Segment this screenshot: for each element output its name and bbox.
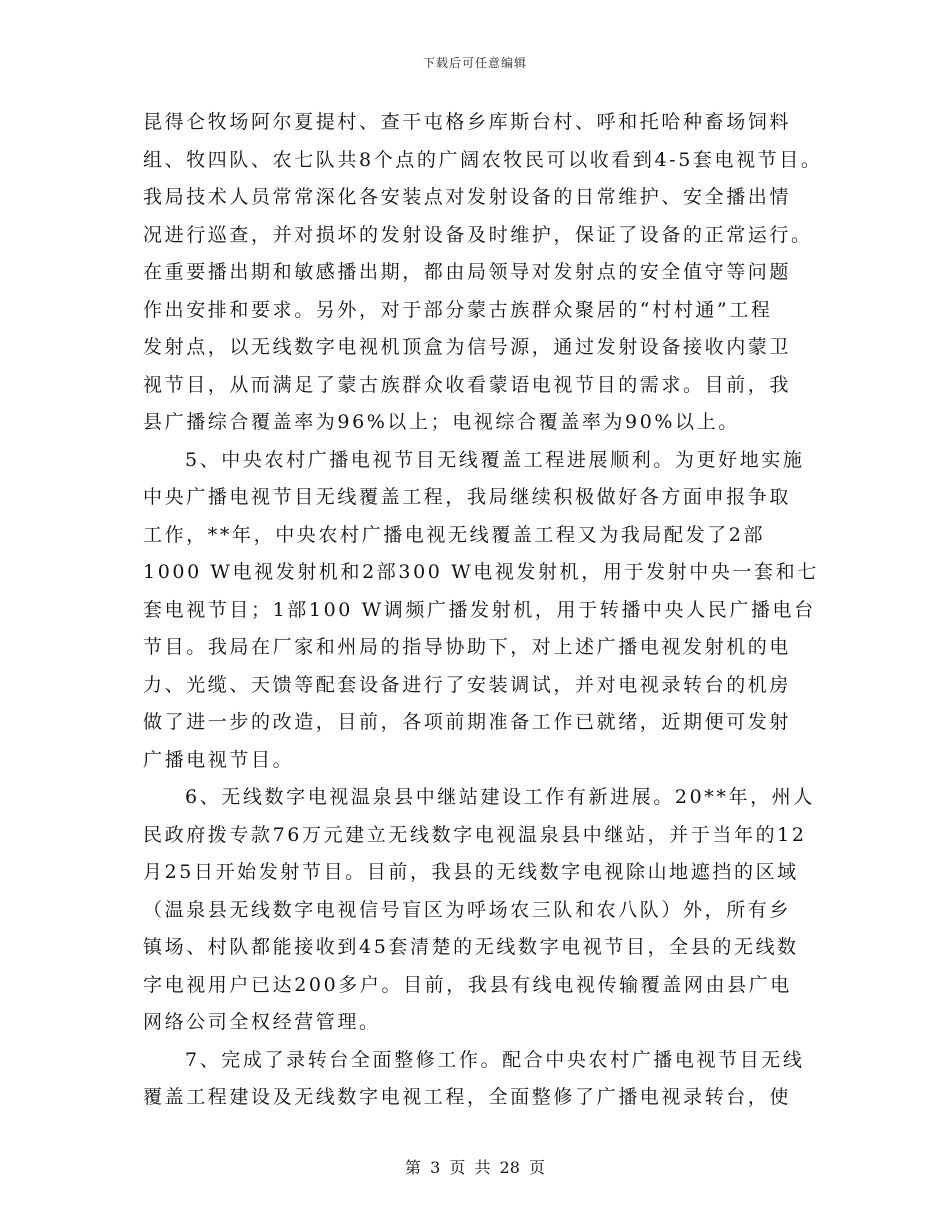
paragraph-start-line: 7、完成了录转台全面整修工作。配合中央农村广播电视节目无线: [185, 1048, 805, 1071]
text-line: 套电视节目；1部100 W调频广播发射机，用于转播中央人民广播电台: [143, 598, 816, 621]
paragraph-start-line: 5、中央农村广播电视节目无线覆盖工程进展顺利。为更好地实施: [185, 448, 805, 471]
text-line: （温泉县无线数字电视信号盲区为呼场农三队和农八队）外，所有乡: [143, 898, 792, 921]
text-line: 况进行巡查，并对损坏的发射设备及时维护，保证了设备的正常运行。: [143, 223, 813, 246]
text-line: 覆盖工程建设及无线数字电视工程，全面整修了广播电视录转台，使: [143, 1086, 792, 1108]
document-body: [143, 104, 823, 1117]
text-line: 镇场、村队都能接收到45套清楚的无线数字电视节目，全县的无线数: [143, 936, 799, 958]
text-line: 发射点，以无线数字电视机顶盒为信号源，通过发射设备接收内蒙卫: [143, 336, 792, 358]
text-line: 视节目，从而满足了蒙古族群众收看蒙语电视节目的需求。目前，我: [143, 373, 792, 396]
text-line: 1000 W电视发射机和2部300 W电视发射机，用于发射中央一套和七: [143, 561, 819, 583]
text-line: 月25日开始发射节目。目前，我县的无线数字电视除山地遮挡的区域: [143, 861, 799, 883]
text-line: 民政府拨专款76万元建立无线数字电视温泉县中继站，并于当年的12: [143, 823, 807, 846]
text-line: 县广播综合覆盖率为96%以上；电视综合覆盖率为90%以上。: [143, 411, 740, 433]
text-line: 工作，**年，中央农村广播电视无线覆盖工程又为我局配发了2部: [143, 523, 766, 546]
text-line: 作出安排和要求。另外，对于部分蒙古族群众聚居的“村村通”工程: [143, 298, 773, 321]
text-line: 网络公司全权经营管理。: [143, 1011, 381, 1033]
text-line: 组、牧四队、农七队共8个点的广阔农牧民可以收看到4-5套电视节目。: [143, 148, 823, 171]
text-line: 做了进一步的改造，目前，各项前期准备工作已就绪，近期便可发射: [143, 711, 792, 733]
text-line: 节目。我局在厂家和州局的指导协助下，对上述广播电视发射机的电: [143, 636, 792, 658]
paragraph-start-line: 6、无线数字电视温泉县中继站建设工作有新进展。20**年，州人: [185, 786, 815, 808]
text-line: 中央广播电视节目无线覆盖工程，我局继续积极做好各方面申报争取: [143, 486, 792, 508]
page-header: 下载后可任意编辑: [422, 56, 527, 70]
text-line: 昆得仑牧场阿尔夏提村、查干屯格乡库斯台村、呼和托哈种畜场饲料: [143, 111, 792, 133]
text-line: 广播电视节目。: [143, 748, 295, 771]
text-line: 力、光缆、天馈等配套设备进行了安装调试，并对电视录转台的机房: [143, 673, 792, 696]
text-line: 我局技术人员常常深化各安装点对发射设备的日常维护、安全播出情: [143, 186, 792, 208]
page-number-footer: 第 3 页 共 28 页: [405, 1158, 545, 1177]
text-line: 字电视用户已达200多户。目前，我县有线电视传输覆盖网由县广电: [143, 973, 792, 996]
text-line: 在重要播出期和敏感播出期，都由局领导对发射点的安全值守等问题: [143, 261, 792, 283]
